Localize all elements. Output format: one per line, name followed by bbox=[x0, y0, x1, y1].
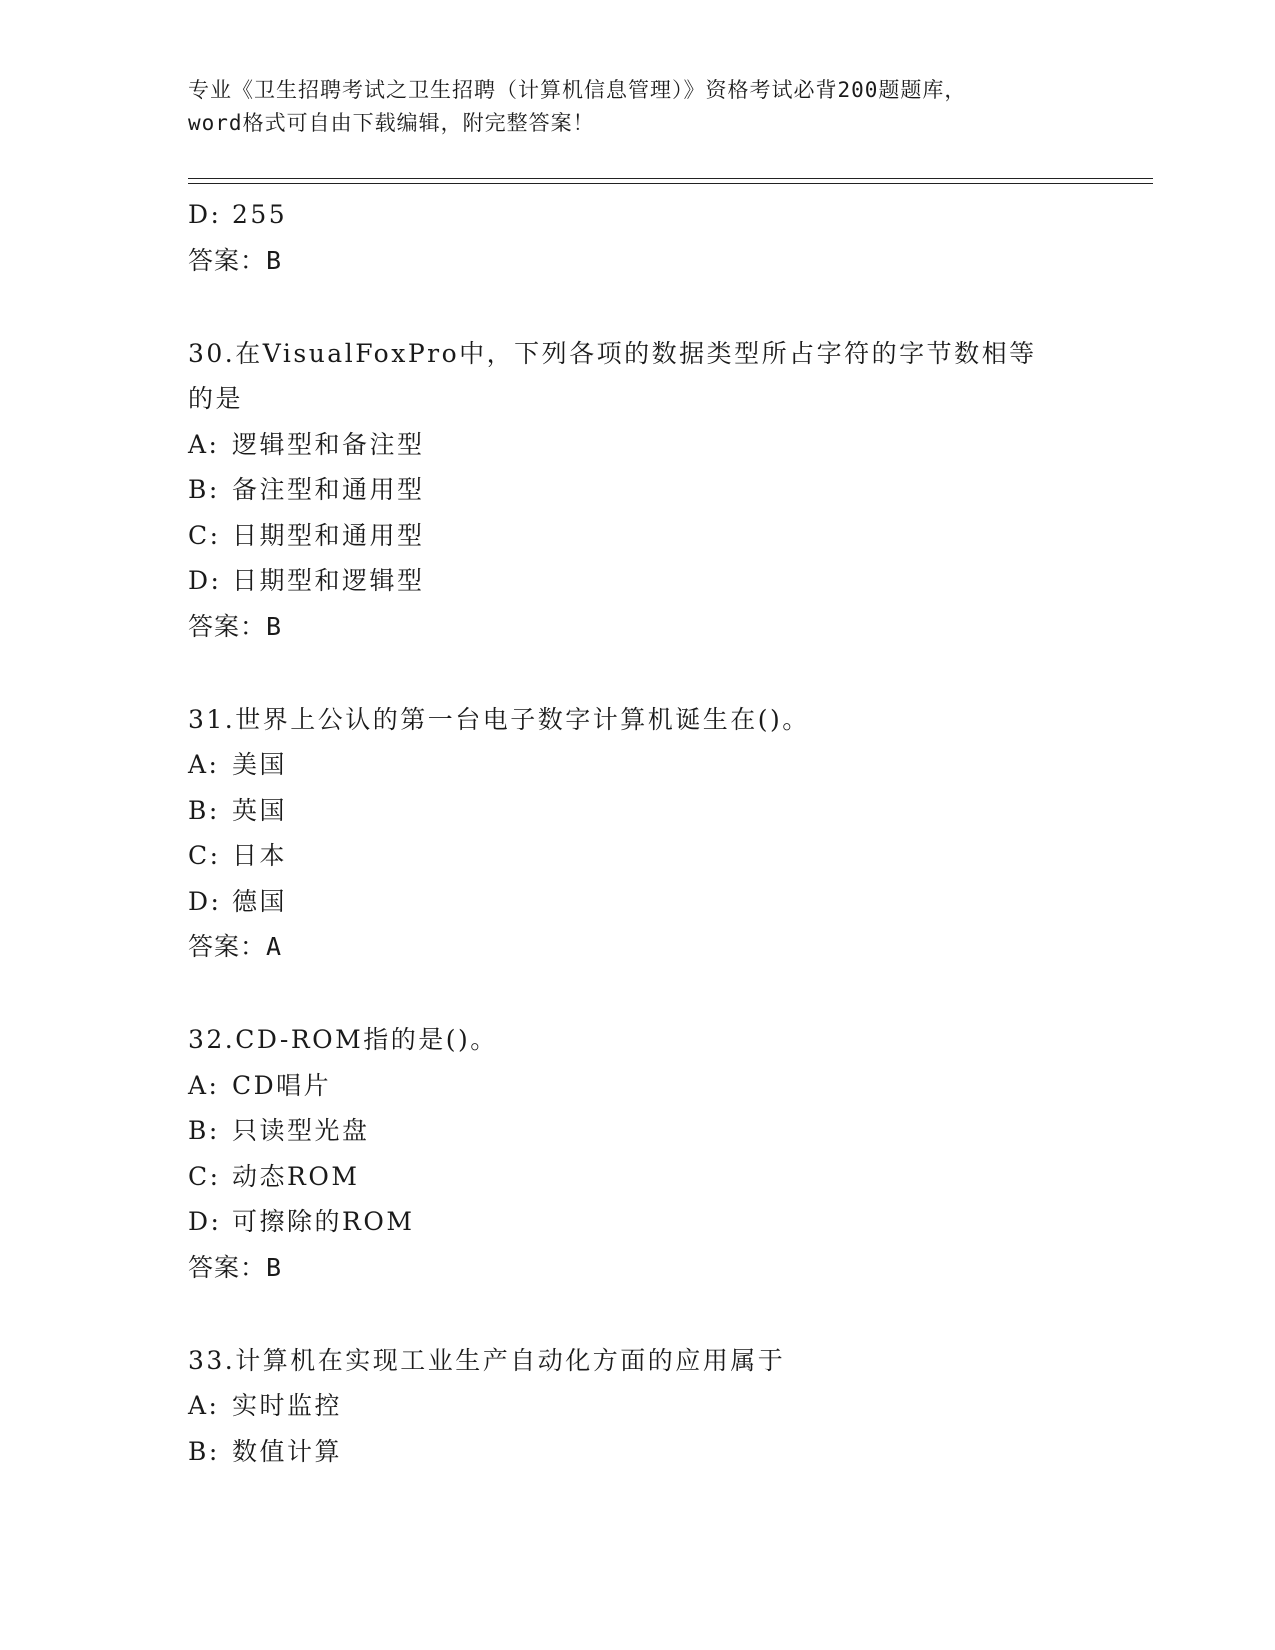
header-line-1: 专业《卫生招聘考试之卫生招聘（计算机信息管理）》资格考试必背200题题库， bbox=[188, 78, 967, 102]
option-key: D: bbox=[188, 1207, 222, 1236]
option-text: 备注型和通用型 bbox=[232, 475, 425, 504]
question-32 bbox=[188, 1017, 1148, 1291]
option-key: A: bbox=[188, 1070, 220, 1100]
answer-line: 答案：B bbox=[188, 245, 283, 275]
option-key: B: bbox=[188, 475, 220, 504]
prev-question bbox=[188, 192, 1148, 284]
option-key: C: bbox=[188, 1161, 221, 1191]
option-b bbox=[188, 1429, 1148, 1475]
option-key: C: bbox=[188, 520, 221, 550]
option-c bbox=[188, 1154, 1148, 1200]
option-a bbox=[188, 1063, 1148, 1109]
option-d bbox=[188, 1199, 1148, 1245]
question-31 bbox=[188, 697, 1148, 971]
option-key: D: bbox=[188, 566, 222, 595]
option-text: 日本 bbox=[232, 841, 288, 870]
option-b bbox=[188, 788, 1148, 834]
document-header bbox=[188, 74, 1088, 140]
option-d bbox=[188, 879, 1148, 925]
question-text: 30.在VisualFoxPro中，下列各项的数据类型所占字符的字节数相等 bbox=[188, 338, 1037, 368]
answer-line: 答案：B bbox=[188, 1252, 283, 1282]
option-text: 只读型光盘 bbox=[232, 1116, 370, 1145]
option-a bbox=[188, 1383, 1148, 1429]
option-text: 255 bbox=[232, 200, 288, 229]
option-b bbox=[188, 1108, 1148, 1154]
option-a bbox=[188, 422, 1148, 468]
option-c bbox=[188, 833, 1148, 879]
option-c bbox=[188, 513, 1148, 559]
option-key: A: bbox=[188, 429, 220, 459]
option-key: D: bbox=[188, 200, 222, 229]
option-text: 逻辑型和备注型 bbox=[232, 429, 425, 459]
option-key: B: bbox=[188, 1116, 220, 1145]
option-text: CD唱片 bbox=[232, 1070, 332, 1100]
option-d bbox=[188, 192, 1148, 238]
question-text: 32.CD-ROM指的是()。 bbox=[188, 1025, 498, 1054]
option-key: C: bbox=[188, 841, 221, 870]
question-text: 33.计算机在实现工业生产自动化方面的应用属于 bbox=[188, 1345, 786, 1375]
option-text: 可擦除的ROM bbox=[232, 1207, 415, 1236]
option-text: 日期型和通用型 bbox=[232, 520, 425, 550]
option-text: 实时监控 bbox=[232, 1391, 343, 1420]
answer-line: 答案：B bbox=[188, 611, 283, 641]
option-text: 数值计算 bbox=[232, 1436, 343, 1466]
option-key: D: bbox=[188, 886, 222, 916]
option-text: 动态ROM bbox=[232, 1161, 360, 1191]
option-d bbox=[188, 558, 1148, 604]
question-33 bbox=[188, 1338, 1148, 1475]
question-text-continued: 的是 bbox=[188, 384, 244, 413]
question-30 bbox=[188, 331, 1148, 650]
option-text: 日期型和逻辑型 bbox=[232, 566, 425, 595]
header-line-2: word格式可自由下载编辑，附完整答案！ bbox=[188, 111, 595, 135]
option-b bbox=[188, 467, 1148, 513]
header-divider-bottom bbox=[188, 183, 1153, 184]
option-text: 美国 bbox=[232, 750, 288, 779]
option-key: A: bbox=[188, 1391, 220, 1420]
option-a bbox=[188, 742, 1148, 788]
question-content bbox=[188, 192, 1148, 1474]
option-text: 德国 bbox=[232, 886, 288, 916]
option-key: B: bbox=[188, 1436, 220, 1466]
header-divider-top bbox=[188, 178, 1153, 179]
answer-line: 答案：A bbox=[188, 932, 283, 961]
option-text: 英国 bbox=[232, 795, 288, 825]
option-key: A: bbox=[188, 750, 220, 779]
option-key: B: bbox=[188, 795, 220, 825]
question-text: 31.世界上公认的第一台电子数字计算机诞生在()。 bbox=[188, 704, 810, 734]
